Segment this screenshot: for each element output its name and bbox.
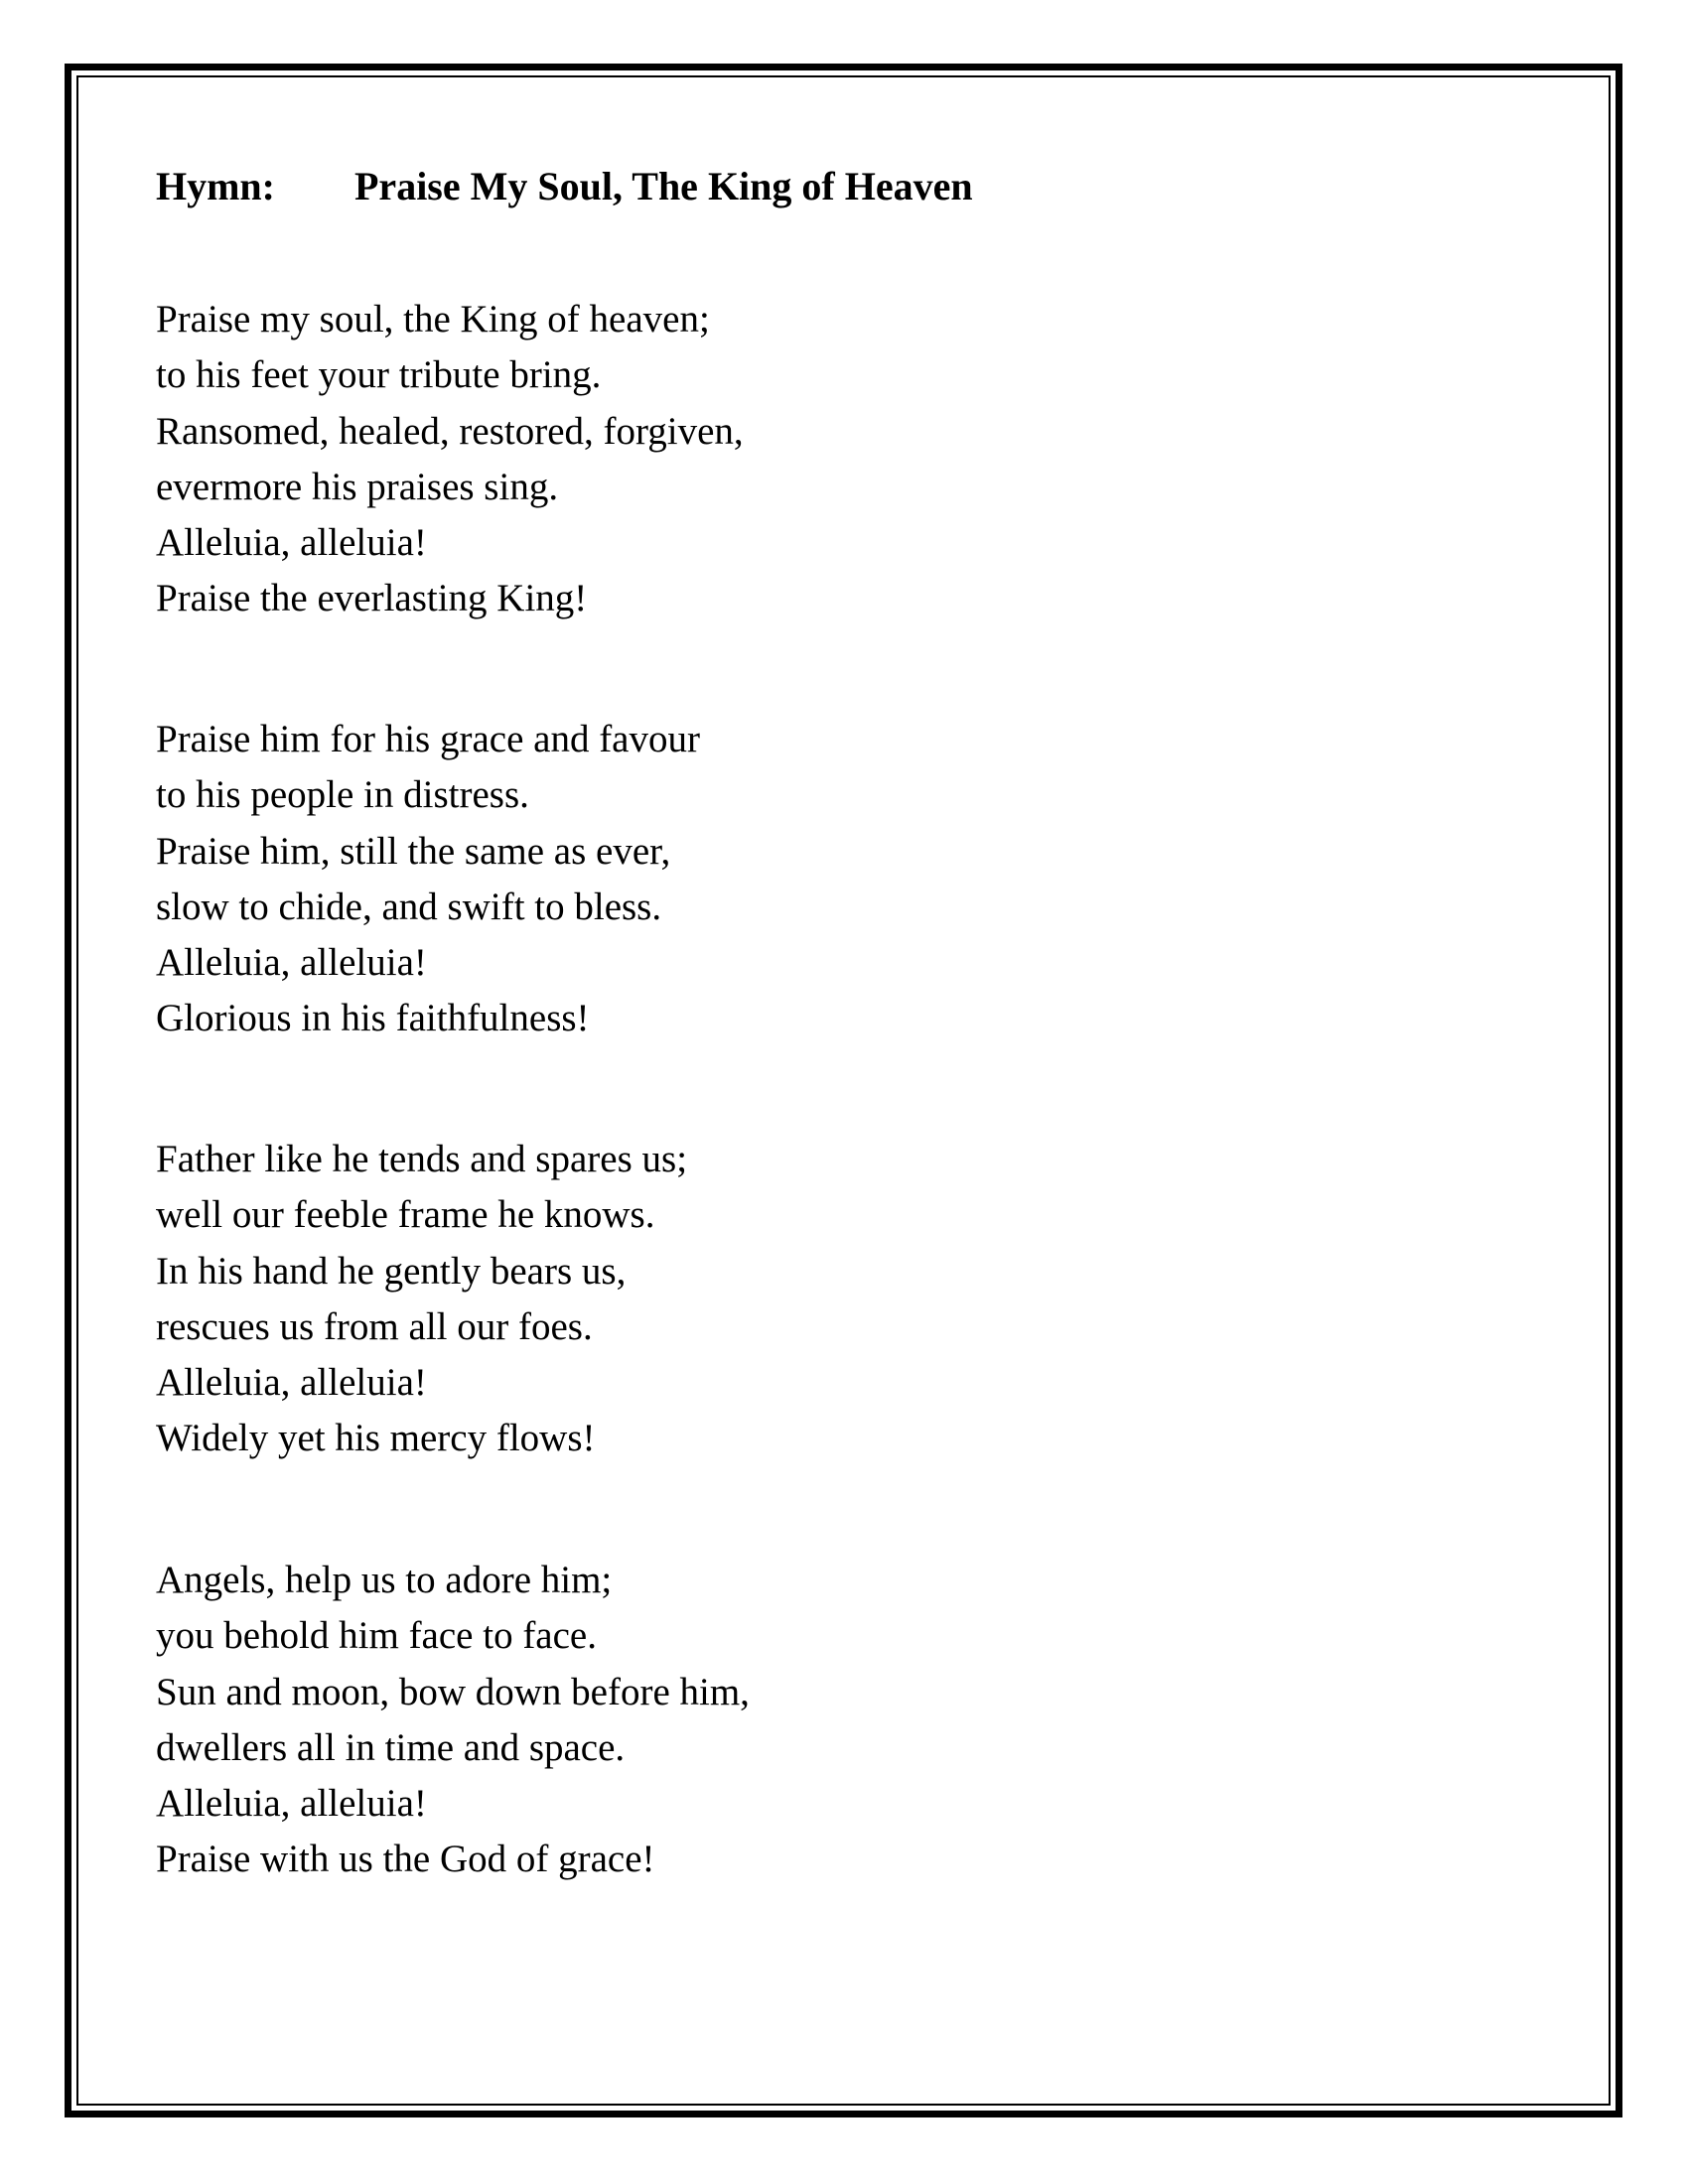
verse-line: Alleluia, alleluia! <box>156 941 427 985</box>
verse-4 <box>156 1553 750 1888</box>
verse-line: Praise him, still the same as ever, <box>156 829 671 873</box>
verse-line: Alleluia, alleluia! <box>156 1361 427 1405</box>
verse-line: Glorious in his faithfulness! <box>156 997 590 1040</box>
verse-line: Alleluia, alleluia! <box>156 1782 427 1826</box>
verse-line: Ransomed, healed, restored, forgiven, <box>156 409 744 453</box>
verse-line: to his people in distress. <box>156 773 529 817</box>
verse-line: Praise the everlasting King! <box>156 577 588 620</box>
hymn-title: Praise My Soul, The King of Heaven <box>354 164 973 208</box>
verse-line: slow to chide, and swift to bless. <box>156 885 662 928</box>
verse-line: Angels, help us to adore him; <box>156 1559 613 1601</box>
hymn-label: Hymn: <box>156 164 275 208</box>
verse-line: rescues us from all our foes. <box>156 1304 593 1348</box>
verse-line: well our feeble frame he knows. <box>156 1193 655 1237</box>
verse-line: Sun and moon, bow down before him, <box>156 1670 750 1713</box>
verse-line: evermore his praises sing. <box>156 465 559 508</box>
verse-line: Father like he tends and spares us; <box>156 1138 688 1180</box>
hymn-heading <box>156 159 1496 214</box>
verse-2 <box>156 712 700 1047</box>
verse-line: you behold him face to face. <box>156 1614 597 1658</box>
verse-3 <box>156 1132 687 1467</box>
verse-line: Alleluia, alleluia! <box>156 521 427 565</box>
verse-line: dwellers all in time and space. <box>156 1725 626 1769</box>
verse-line: Praise him for his grace and favour <box>156 718 700 760</box>
verse-line: Widely yet his mercy flows! <box>156 1417 596 1460</box>
verse-1 <box>156 292 744 627</box>
hymn-sheet <box>156 159 1496 1881</box>
verse-line: Praise with us the God of grace! <box>156 1838 655 1881</box>
verse-line: Praise my soul, the King of heaven; <box>156 298 710 341</box>
verse-line: to his feet your tribute bring. <box>156 353 602 397</box>
verse-line: In his hand he gently bears us, <box>156 1249 627 1293</box>
